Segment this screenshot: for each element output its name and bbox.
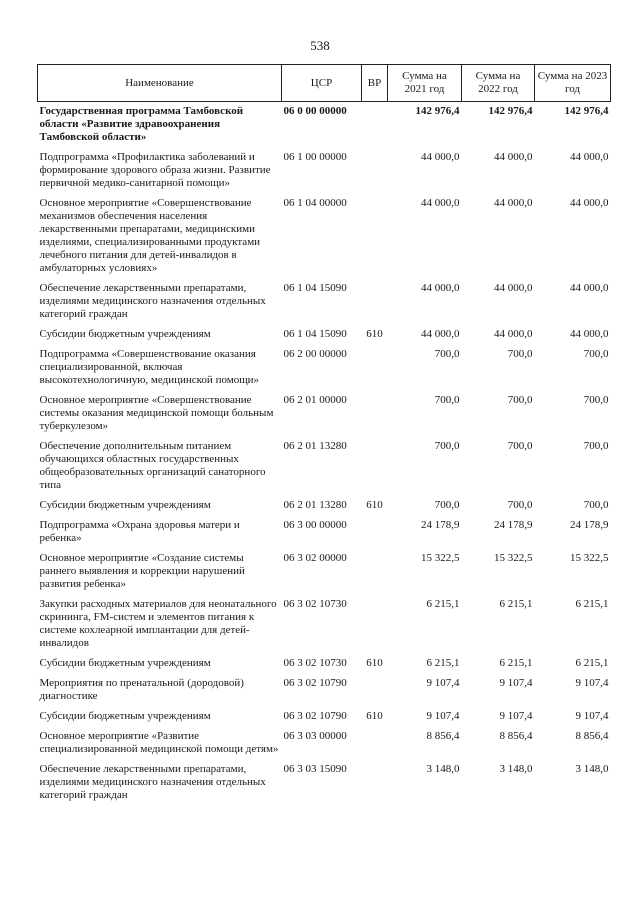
row-sum-2022: 24 178,9 [494,519,533,531]
row-sum-2022: 142 976,4 [488,105,533,117]
row-sum-2021: 142 976,4 [415,105,460,117]
row-sum-2022: 3 148,0 [499,763,533,775]
row-csr: 06 0 00 00000 [283,105,347,117]
row-vr [362,194,388,279]
row-sum-2022: 6 215,1 [499,657,533,669]
header-csr: ЦСР [282,65,362,102]
row-sum-2021: 700,0 [434,499,460,511]
row-sum-2023: 44 000,0 [570,197,609,209]
page-number: 538 [310,38,330,53]
row-sum-2021: 6 215,1 [426,657,460,669]
table-row [38,325,611,345]
table-row [38,345,611,391]
row-sum-2022: 15 322,5 [494,552,533,564]
row-sum-2021: 8 856,4 [426,730,460,742]
row-sum-2023: 6 215,1 [575,598,609,610]
row-sum-2021: 6 215,1 [426,598,460,610]
row-sum-2023: 9 107,4 [575,710,609,722]
row-sum-2022: 9 107,4 [499,710,533,722]
table-row [38,595,611,654]
row-sum-2021: 44 000,0 [421,151,460,163]
row-vr [362,516,388,549]
row-csr: 06 2 00 00000 [283,348,347,360]
row-name: Субсидии бюджетным учреждениям [39,657,211,669]
header-vr: ВР [362,65,388,102]
row-sum-2022: 44 000,0 [494,197,533,209]
row-sum-2021: 700,0 [434,348,460,360]
row-sum-2023: 700,0 [583,440,609,452]
table-row [38,549,611,595]
row-csr: 06 3 03 00000 [283,730,347,742]
row-name: Государственная программа Тамбовской области «Развитие здравоохранения Тамбовской области» [39,105,244,143]
row-name: Обеспечение лекарственными препаратами, изделиями медицинского назначения отдельных категорий граждан [39,282,266,320]
row-sum-2023: 8 856,4 [575,730,609,742]
row-vr [362,549,388,595]
budget-table [37,64,611,806]
row-sum-2021: 3 148,0 [426,763,460,775]
table-row [38,148,611,194]
row-sum-2022: 44 000,0 [494,282,533,294]
row-sum-2023: 44 000,0 [570,151,609,163]
row-csr: 06 1 04 15090 [283,282,347,294]
table-row [38,727,611,760]
table-row [38,437,611,496]
row-name: Субсидии бюджетным учреждениям [39,710,211,722]
row-csr: 06 1 00 00000 [283,151,347,163]
row-sum-2021: 700,0 [434,394,460,406]
row-sum-2023: 3 148,0 [575,763,609,775]
table-row [38,194,611,279]
row-sum-2021: 44 000,0 [421,282,460,294]
row-vr [362,279,388,325]
row-vr [362,102,388,149]
row-name: Подпрограмма «Профилактика заболеваний и формирование здорового образа жизни. Развитие первичной медико-санитарной помощи» [39,151,271,189]
row-name: Основное мероприятие «Развитие специализированной медицинской помощи детям» [39,730,279,755]
row-name: Субсидии бюджетным учреждениям [39,328,211,340]
row-sum-2023: 44 000,0 [570,328,609,340]
row-sum-2023: 6 215,1 [575,657,609,669]
row-sum-2023: 44 000,0 [570,282,609,294]
table-body [38,102,611,807]
row-name: Субсидии бюджетным учреждениям [39,499,211,511]
row-name: Основное мероприятие «Совершенствование механизмов обеспечения населения лекарственными препаратами, медицинскими изделиями, специализированными продуктами лечебного питания для детей-инвалидов в амбулаторных условиях» [39,197,261,274]
row-csr: 06 3 03 15090 [283,763,347,775]
row-sum-2021: 44 000,0 [421,328,460,340]
row-sum-2023: 15 322,5 [570,552,609,564]
row-sum-2021: 9 107,4 [426,710,460,722]
row-name: Мероприятия по пренатальной (дородовой) диагностике [39,677,244,702]
row-csr: 06 3 02 10790 [283,710,347,722]
row-sum-2023: 142 976,4 [564,105,609,117]
row-vr: 610 [366,710,383,722]
table-row [38,516,611,549]
row-sum-2023: 700,0 [583,499,609,511]
table-row [38,654,611,674]
table-row [38,102,611,149]
row-sum-2021: 24 178,9 [421,519,460,531]
table-row [38,279,611,325]
row-csr: 06 2 01 13280 [283,499,347,511]
row-name: Закупки расходных материалов для неонатального скрининга, FM-систем и элементов питания к системе кохлеарной имплантации для детей-инвалидов [39,598,277,649]
row-vr [362,345,388,391]
row-sum-2023: 24 178,9 [570,519,609,531]
row-vr [362,760,388,806]
row-csr: 06 2 01 13280 [283,440,347,452]
row-sum-2022: 700,0 [507,440,533,452]
table-row [38,707,611,727]
row-sum-2022: 9 107,4 [499,677,533,689]
row-csr: 06 3 00 00000 [283,519,347,531]
row-sum-2022: 700,0 [507,348,533,360]
row-csr: 06 3 02 10730 [283,657,347,669]
row-sum-2022: 700,0 [507,499,533,511]
row-vr [362,391,388,437]
table-row [38,760,611,806]
row-sum-2023: 9 107,4 [575,677,609,689]
row-vr: 610 [366,657,383,669]
row-vr [362,595,388,654]
row-sum-2022: 6 215,1 [499,598,533,610]
row-name: Подпрограмма «Совершенствование оказания специализированной, включая высокотехнологичную, медицинской помощи» [39,348,260,386]
row-csr: 06 3 02 10790 [283,677,347,689]
table-row [38,391,611,437]
header-sum-2022: Сумма на 2022 год [462,65,535,102]
table-row [38,674,611,707]
row-vr [362,437,388,496]
row-csr: 06 1 04 15090 [283,328,347,340]
row-vr: 610 [366,328,383,340]
header-name: Наименование [38,65,282,102]
row-vr [362,674,388,707]
row-name: Основное мероприятие «Совершенствование системы оказания медицинской помощи больным туберкулезом» [39,394,274,432]
row-vr [362,148,388,194]
row-csr: 06 3 02 00000 [283,552,347,564]
header-sum-2021: Сумма на 2021 год [388,65,462,102]
row-sum-2021: 9 107,4 [426,677,460,689]
row-sum-2022: 700,0 [507,394,533,406]
row-sum-2021: 15 322,5 [421,552,460,564]
row-csr: 06 1 04 00000 [283,197,347,209]
row-csr: 06 3 02 10730 [283,598,347,610]
row-vr: 610 [366,499,383,511]
row-sum-2022: 44 000,0 [494,328,533,340]
row-sum-2023: 700,0 [583,394,609,406]
row-sum-2021: 700,0 [434,440,460,452]
row-sum-2021: 44 000,0 [421,197,460,209]
row-name: Обеспечение лекарственными препаратами, изделиями медицинского назначения отдельных категорий граждан [39,763,266,801]
row-sum-2023: 700,0 [583,348,609,360]
row-csr: 06 2 01 00000 [283,394,347,406]
row-name: Основное мероприятие «Создание системы раннего выявления и коррекции нарушений развития ребенка» [39,552,245,590]
row-name: Подпрограмма «Охрана здоровья матери и ребенка» [39,519,240,544]
row-sum-2022: 44 000,0 [494,151,533,163]
row-name: Обеспечение дополнительным питанием обучающихся областных государственных общеобразовательных организаций санаторного типа [39,440,266,491]
table-header [38,65,611,102]
table-row [38,496,611,516]
header-sum-2023: Сумма на 2023 год [535,65,611,102]
row-vr [362,727,388,760]
row-sum-2022: 8 856,4 [499,730,533,742]
